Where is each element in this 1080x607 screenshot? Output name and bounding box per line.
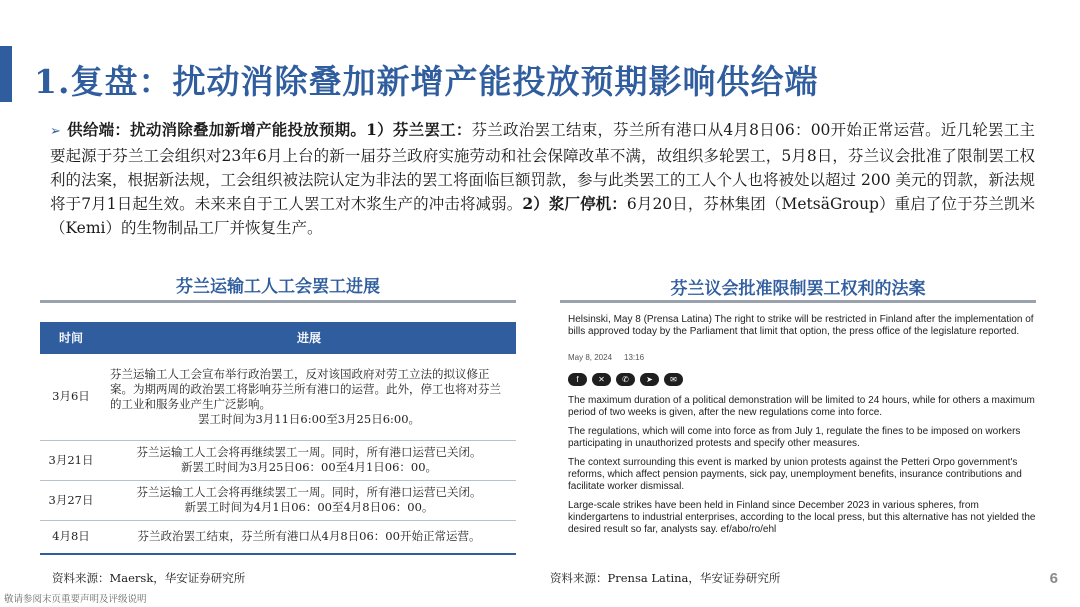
row-line: 芬兰运输工人工会将再继续罢工一周。同时，所有港口运营已关闭。 [136, 485, 482, 499]
table-row [40, 520, 516, 554]
row-line: 芬兰运输工人工会将再继续罢工一周。同时，所有港口运营已关闭。 [136, 445, 482, 459]
news-article-excerpt [568, 314, 1036, 543]
whatsapp-icon[interactable]: ✆ [616, 373, 635, 386]
article-lead: Helsinski, May 8 (Prensa Latina) The right to strike will be restricted in Finland after the implementation of bills approved today by the Parliament that limit that option, the press office of the legislature reported. [568, 314, 1034, 337]
table-header-row [40, 322, 516, 354]
row-progress [102, 480, 516, 520]
article-paragraph: Large-scale strikes have been held in Finland since December 2023 in various spheres, from kindergartens to industrial enterprises, according to the local press, but this alternative has not yielded the desired result so far, analysts say. ef/abo/ro/ehl [568, 500, 1036, 535]
bullet-text-1: 芬兰政治罢工结束，芬兰所有港口从4月8日06：00开始正常运营。近几轮罢工主要起源于芬兰工会组织对23年6月上台的新一届芬兰政府实施劳动和社会保障改革不满，故组织多轮罢工，5月8日，芬兰议会批准了限制罢工权利的法案，根据新法规，工会组织被法院认定为非法的罢工将面临巨额罚款，参与此类罢工的工人个人也将被处以超过 200 美元的罚款，新法规将于7月1日起生效。未来来自于工人罢工对木浆生产的冲击将减弱。 [50, 121, 1035, 213]
page-number: 6 [1049, 570, 1058, 587]
row-time: 3月21日 [40, 440, 102, 480]
title-accent-bar [0, 46, 12, 102]
table-header-progress: 进展 [102, 322, 516, 354]
row-progress [102, 440, 516, 480]
row-progress [102, 354, 516, 440]
row-time: 3月6日 [40, 354, 102, 440]
table-header-time: 时间 [40, 322, 102, 354]
article-date [568, 352, 1036, 364]
left-source-note: 资料来源：Maersk，华安证券研究所 [52, 571, 246, 585]
article-time: 13:16 [624, 353, 645, 362]
row-line: 芬兰运输工人工会宣布举行政治罢工，反对该国政府对劳工立法的拟议修正案。为期两周的政治罢工将影响芬兰所有港口的运营。此外，停工也将对芬兰的工业和服务业产生广泛影响。 [110, 366, 501, 411]
bullet-lead: 供给端：扰动消除叠加新增产能投放预期。1）芬兰罢工： [66, 120, 472, 139]
bullet-bold-2: 2）浆厂停机： [522, 194, 627, 213]
x-icon[interactable]: ✕ [592, 373, 611, 386]
table-row [40, 440, 516, 480]
row-line: 罢工时间为3月11日6:00至3月25日6:00。 [197, 411, 421, 426]
share-buttons [568, 373, 1036, 386]
article-paragraph: The maximum duration of a political demonstration will be limited to 24 hours, while for others a maximum period of two weeks is given, after the new regulations come into force. [568, 395, 1035, 418]
row-progress [102, 520, 516, 554]
page-title: 1.复盘：扰动消除叠加新增产能投放预期影响供给端 [34, 62, 819, 101]
left-section-heading: 芬兰运输工人工会罢工进展 [176, 277, 380, 297]
bullet-arrow-icon: ➢ [50, 124, 61, 139]
facebook-icon[interactable]: f [568, 373, 587, 386]
strike-progress-table [40, 322, 516, 555]
email-icon[interactable]: ✉ [664, 373, 683, 386]
right-section-heading: 芬兰议会批准限制罢工权利的法案 [670, 279, 926, 299]
article-paragraph: The regulations, which will come into force as from July 1, regulate the fines to be imposed on workers participating in unauthorized protests and specify other measures. [568, 426, 1021, 449]
row-time: 4月8日 [40, 520, 102, 554]
article-date-value: May 8, 2024 [568, 353, 613, 362]
row-line: 新罢工时间为4月1日06：00至4月8日06：00。 [184, 500, 434, 514]
table-row [40, 480, 516, 520]
summary-bullet [50, 118, 1035, 240]
article-paragraph: The context surrounding this event is marked by union protests against the Petteri Orpo government's reforms, which affect pension payments, sick pay, unemployment benefits, insurance contributions and facilitate worker dismissal. [568, 457, 1022, 492]
right-heading-rule [560, 300, 1036, 303]
right-source-note: 资料来源：Prensa Latina，华安证券研究所 [550, 571, 781, 585]
table-row [40, 354, 516, 440]
row-time: 3月27日 [40, 480, 102, 520]
row-line: 芬兰政治罢工结束，芬兰所有港口从4月8日06：00开始正常运营。 [137, 529, 481, 544]
row-line: 新罢工时间为3月25日06：00至4月1日06：00。 [180, 460, 438, 474]
disclaimer-note: 敬请参阅末页重要声明及评级说明 [4, 594, 147, 605]
telegram-icon[interactable]: ➤ [640, 373, 659, 386]
left-heading-rule [40, 300, 516, 303]
bullet-text-2: 6月20日，芬林集团（MetsäGroup）重启了位于芬兰凯米（Kemi）的生物制品工厂并恢复生产。 [50, 195, 1035, 237]
